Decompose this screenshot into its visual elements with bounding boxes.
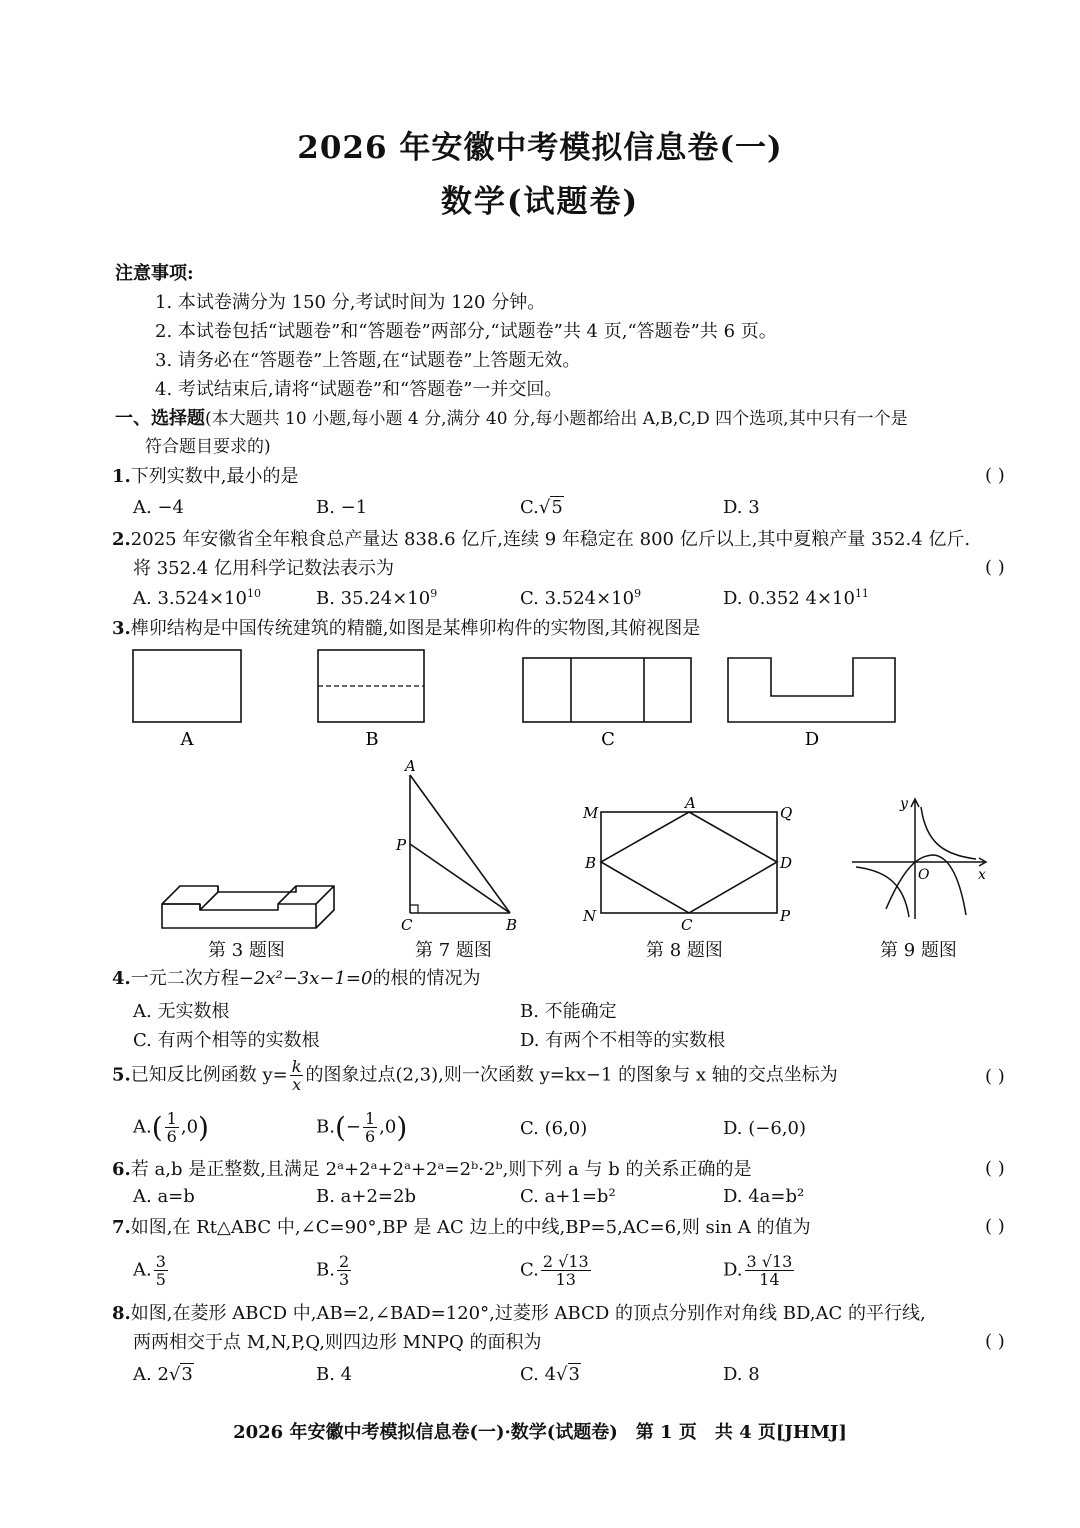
fig9-origin: O — [918, 867, 930, 883]
question-5: 5.已知反比例函数 y= $\frac{k}{x}$ 的图象过点(2,3),则一次函数 y=kx−1 的图象与 x 轴的交点坐标为 — [112, 1057, 838, 1094]
q5-option-b: B.(− $\frac{1}{6}$ ,0) — [316, 1109, 408, 1146]
q1-option-d: D. 3 — [723, 497, 760, 518]
q1-option-b: B. −1 — [316, 497, 368, 518]
option-c-label: C — [601, 729, 615, 750]
fig7-point-b: B — [506, 916, 518, 934]
question-2-stem-2: 将 352.4 亿用科学记数法表示为 — [133, 558, 394, 579]
option-c-shape — [523, 658, 691, 722]
question-6 — [112, 1158, 751, 1182]
option-a-shape — [133, 650, 241, 722]
section-heading — [115, 407, 908, 431]
figure-3 — [150, 870, 340, 940]
q5-option-a: A.( $\frac{1}{6}$ ,0) — [133, 1109, 209, 1146]
q6-option-a: A. a=b — [133, 1186, 195, 1207]
q8-option-b: B. 4 — [316, 1364, 353, 1385]
q8-option-d: D. 8 — [723, 1364, 760, 1385]
q6-option-d: D. 4a=b² — [723, 1186, 805, 1207]
figure-8 — [575, 790, 800, 935]
fig8-point-d: D — [780, 854, 793, 872]
fig7-point-a: A — [405, 757, 416, 775]
q3-options-figure — [120, 640, 920, 760]
question-4: 4.一元二次方程−2x²−3x−1=0的根的情况为 — [112, 968, 481, 989]
fig8-point-m: M — [583, 804, 599, 822]
figure-9-caption: 第 9 题图 — [880, 940, 957, 961]
question-number: 3. — [112, 618, 131, 639]
question-1 — [112, 465, 299, 489]
note-item-4: 4. 考试结束后,请将“试题卷”和“答题卷”一并交回。 — [155, 379, 563, 400]
page-footer: 2026 年安徽中考模拟信息卷(一)·数学(试题卷) 第 1 页 共 4 页[JHMJ] — [233, 1422, 847, 1443]
q4-option-b: B. 不能确定 — [520, 1001, 617, 1022]
q1-option-c: C.√5 — [520, 497, 563, 518]
question-stem: 2025 年安徽省全年粮食总产量达 838.6 亿斤,连续 9 年稳定在 800 亿斤以上,其中夏粮产量 352.4 亿斤. — [130, 529, 971, 550]
question-stem: 如图,在 Rt△ABC 中,∠C=90°,BP 是 AC 边上的中线,BP=5,AC=6,则 sin A 的值为 — [130, 1217, 811, 1238]
fig9-axis-y: y — [900, 796, 908, 812]
fig8-point-a: A — [685, 794, 696, 812]
q8-option-c: C. 4√3 — [520, 1364, 580, 1385]
fig8-point-c: C — [681, 916, 693, 934]
figure-9 — [848, 795, 993, 925]
q4-option-d: D. 有两个不相等的实数根 — [520, 1030, 726, 1051]
q2-option-a: A. $3.524\times 10^{10}$ — [133, 587, 261, 609]
option-d-shape — [728, 658, 895, 722]
q8-option-a: A. 2√3 — [133, 1364, 193, 1385]
fig7-point-p: P — [396, 836, 407, 854]
page-subtitle: 数学(试题卷) — [440, 184, 640, 220]
q4-option-a: A. 无实数根 — [133, 1001, 230, 1022]
fig8-point-q: Q — [780, 804, 793, 822]
question-number: 8. — [112, 1303, 131, 1324]
question-number: 2. — [112, 529, 131, 550]
question-stem: 如图,在菱形 ABCD 中,AB=2,∠BAD=120°,过菱形 ABCD 的顶点分别作对角线 BD,AC 的平行线, — [130, 1303, 926, 1324]
fig8-point-b: B — [585, 854, 597, 872]
answer-paren-7[interactable]: ( ) — [985, 1216, 1005, 1237]
question-number: 7. — [112, 1217, 131, 1238]
q4-option-c: C. 有两个相等的实数根 — [133, 1030, 320, 1051]
fig7-point-c: C — [401, 916, 413, 934]
question-3 — [112, 617, 700, 641]
question-stem: 若 a,b 是正整数,且满足 2ᵃ+2ᵃ+2ᵃ+2ᵃ=2ᵇ·2ᵇ,则下列 a 与 b 的关系正确的是 — [130, 1159, 752, 1180]
note-item-3: 3. 请务必在“答题卷”上答题,在“试题卷”上答题无效。 — [155, 350, 581, 371]
question-stem: 榫卯结构是中国传统建筑的精髓,如图是某榫卯构件的实物图,其俯视图是 — [130, 618, 701, 639]
figure-3-caption: 第 3 题图 — [208, 940, 285, 961]
notes-heading: 注意事项: — [115, 263, 194, 284]
page-title: 2026 年安徽中考模拟信息卷(一) — [297, 130, 783, 166]
q2-option-d: D. 0.352 $4\times 10^{11}$ — [723, 587, 869, 609]
q2-option-b: B. $35.24\times 10^9$ — [316, 587, 438, 609]
question-number: 4. — [112, 968, 131, 989]
q2-option-c: C. $3.524\times 10^9$ — [520, 587, 642, 609]
answer-paren-8[interactable]: ( ) — [985, 1331, 1005, 1352]
answer-paren-2[interactable]: ( ) — [985, 557, 1005, 578]
fig9-axis-x: x — [978, 867, 986, 883]
q7-option-d: D. $\frac{3 √13}{14}$ — [723, 1252, 793, 1289]
fig8-point-p: P — [780, 907, 791, 925]
question-2 — [112, 528, 970, 552]
question-number: 1. — [112, 466, 131, 487]
fig8-point-n: N — [583, 907, 597, 925]
section-desc-2: 符合题目要求的) — [145, 437, 271, 457]
question-8 — [112, 1302, 926, 1326]
option-a-label: A — [180, 729, 194, 750]
figure-7-caption: 第 7 题图 — [415, 940, 492, 961]
q6-option-b: B. a+2=2b — [316, 1186, 416, 1207]
q5-option-c: C. (6,0) — [520, 1118, 588, 1139]
q6-option-c: C. a+1=b² — [520, 1186, 616, 1207]
answer-paren-1[interactable]: ( ) — [985, 465, 1005, 486]
q5-option-d: D. (−6,0) — [723, 1118, 806, 1139]
q7-option-c: C. $\frac{2 √13}{13}$ — [520, 1252, 589, 1289]
q7-option-b: B. $\frac{2}{3}$ — [316, 1252, 350, 1289]
note-item-1: 1. 本试卷满分为 150 分,考试时间为 120 分钟。 — [155, 292, 546, 313]
answer-paren-5[interactable]: ( ) — [985, 1066, 1005, 1087]
question-number: 5. — [112, 1064, 131, 1086]
q1-option-a: A. −4 — [133, 497, 184, 518]
question-7 — [112, 1216, 811, 1240]
question-stem: 下列实数中,最小的是 — [130, 466, 299, 487]
section-desc-1: (本大题共 10 小题,每小题 4 分,满分 40 分,每小题都给出 A,B,C,D 四个选项,其中只有一个是 — [205, 409, 908, 429]
section-title: 一、选择题 — [115, 408, 205, 429]
answer-paren-6[interactable]: ( ) — [985, 1158, 1005, 1179]
option-b-label: B — [365, 729, 379, 750]
question-number: 6. — [112, 1159, 131, 1180]
q7-option-a: A. $\frac{3}{5}$ — [133, 1252, 166, 1289]
figure-8-caption: 第 8 题图 — [646, 940, 723, 961]
question-8-stem-2: 两两相交于点 M,N,P,Q,则四边形 MNPQ 的面积为 — [133, 1332, 542, 1353]
figure-7 — [385, 755, 525, 935]
note-item-2: 2. 本试卷包括“试题卷”和“答题卷”两部分,“试题卷”共 4 页,“答题卷”共 6 页。 — [155, 321, 777, 342]
option-d-label: D — [804, 729, 820, 750]
